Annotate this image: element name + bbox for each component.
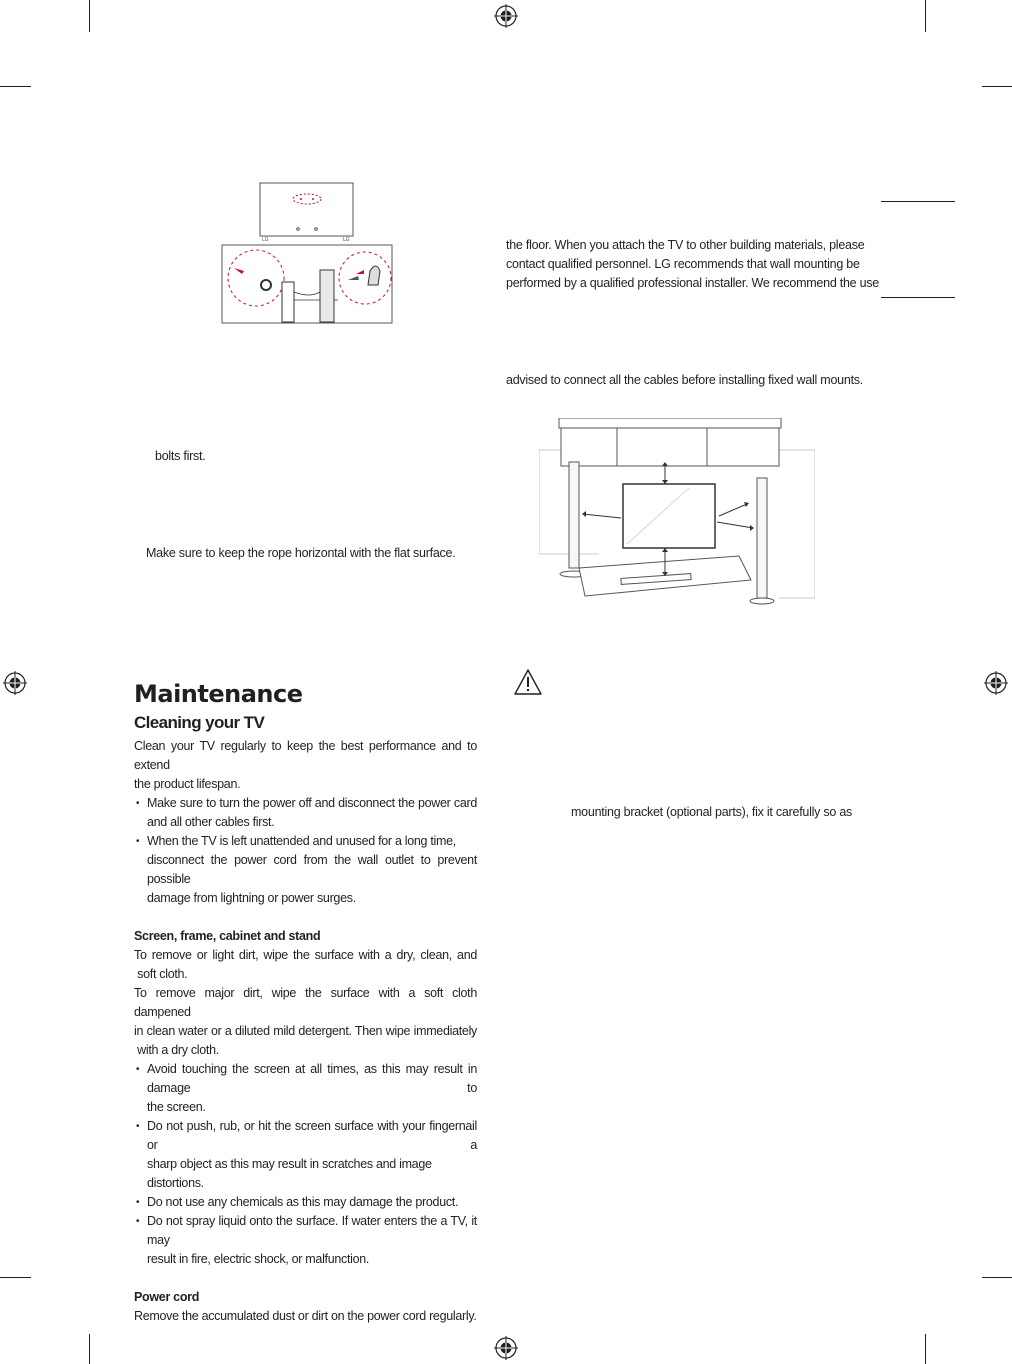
text-line: • Avoid touching the screen at all times, as this may result in damage to [147,1062,477,1095]
tv-rope-securing-illustration [220,182,394,325]
language-tab-rule [881,297,955,298]
registration-mark-icon [984,671,1008,695]
crop-mark [89,1334,90,1364]
page-title: Maintenance [134,680,303,708]
list-item [134,1117,477,1193]
text-line: performed by a qualified professional installer. We recommend the use [506,276,880,290]
list-item [134,1193,477,1212]
crop-mark [89,0,90,32]
registration-mark-icon [3,671,27,695]
text-line: • When the TV is left unattended and unused for a long time, [147,834,456,848]
svg-text:LG: LG [343,237,350,243]
list-item [134,832,477,908]
text-line: Remove the accumulated dust or dirt on the power cord regularly. [134,1309,477,1323]
warning-triangle-icon [513,668,543,696]
svg-text:LG: LG [262,237,269,243]
registration-mark-icon [494,4,518,28]
text-line: the product lifespan. [134,777,241,791]
text-line: with a dry cloth. [134,1043,219,1057]
text-line: To remove or light dirt, wipe the surface with a dry, clean, and [134,948,477,962]
text-line: advised to connect all the cables before installing fixed wall mounts. [506,373,864,387]
list-item [134,1212,477,1269]
text-line: sharp object as this may result in scratches and image distortions. [147,1157,432,1190]
registration-mark-icon [494,1336,518,1360]
text-line: disconnect the power cord from the wall outlet to prevent possible [147,853,477,886]
text-line: the floor. When you attach the TV to other building materials, please [506,238,865,252]
text-line: • Do not use any chemicals as this may damage the product. [147,1195,459,1209]
crop-mark [982,86,1012,87]
text-line: soft cloth. [134,967,188,981]
text-line: • Make sure to turn the power off and disconnect the power card [147,796,477,810]
text-line: Clean your TV regularly to keep the best performance and to extend [134,739,477,772]
text-line: To remove major dirt, wipe the surface with a soft cloth dampened [134,986,477,1019]
text-line: mounting bracket (optional parts), fix it carefully so as [571,805,853,819]
crop-mark [925,1334,926,1364]
subsection-heading: Power cord [134,1290,200,1304]
wall-mount-clearance-illustration [539,418,815,608]
section-heading: Cleaning your TV [134,713,265,732]
text-line: • Do not spray liquid onto the surface. If water enters the a TV, it may [147,1214,477,1247]
list-item [134,794,477,832]
language-tab-rule [881,201,955,202]
text-line: result in fire, electric shock, or malfunction. [147,1252,370,1266]
text-line: damage from lightning or power surges. [147,891,356,905]
crop-mark [982,1277,1012,1278]
crop-mark [925,0,926,32]
subsection-heading: Screen, frame, cabinet and stand [134,929,321,943]
crop-mark [0,1277,31,1278]
list-item [134,1060,477,1117]
text-line: and all other cables first. [147,815,275,829]
text-line: contact qualified personnel. LG recommends that wall mounting be [506,257,860,271]
text-line: the screen. [147,1100,206,1114]
crop-mark [0,86,31,87]
text-line: bolts first. [155,449,206,463]
text-line: • Do not push, rub, or hit the screen surface with your fingernail or a [147,1119,477,1152]
text-line: in clean water or a diluted mild detergent. Then wipe immediately [134,1024,477,1038]
text-line: Make sure to keep the rope horizontal with the flat surface. [146,546,456,560]
